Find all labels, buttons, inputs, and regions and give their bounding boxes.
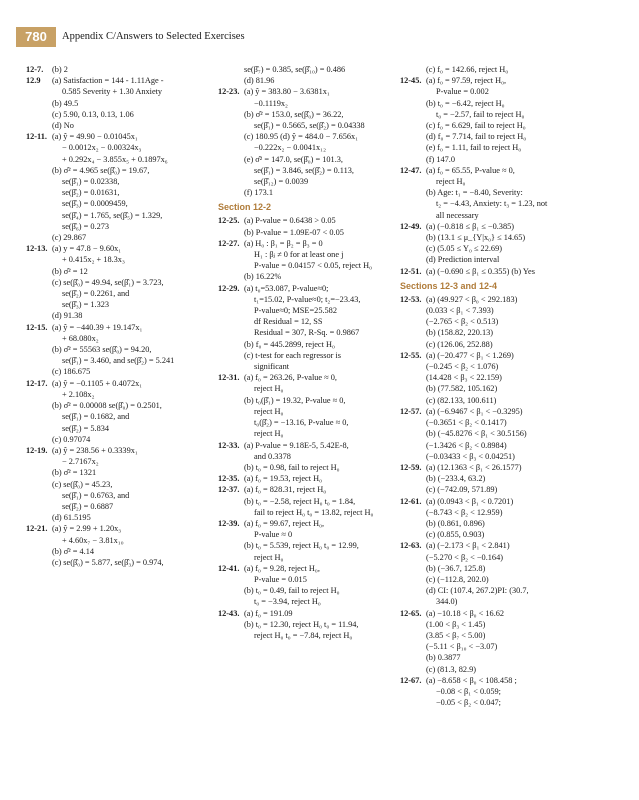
answer-entry <box>26 75 218 131</box>
answer-line: (d) 91.38 <box>52 311 83 321</box>
answer-line: reject H₀ <box>254 552 284 562</box>
exercise-number: 12-39. <box>218 518 240 528</box>
answer-line: Residual = 307, R-Sq. = 0.9867 <box>254 328 360 338</box>
answer-line: (−8.743 < β₂ < 12.959) <box>426 507 503 517</box>
answer-line: (a) H₀ : β₁ = β₂ = β₃ = 0 <box>244 238 323 248</box>
exercise-number: 12-13. <box>26 244 48 254</box>
answer-entry <box>218 473 402 484</box>
answer-line: (a) f₀ = 97.59, reject H₀, <box>426 76 507 86</box>
answer-line: (b) (77.582, 105.162) <box>426 384 498 394</box>
answer-line: fail to reject H₀ t₀ = 13.82, reject H₀ <box>254 507 374 517</box>
answer-line: se(β̂₃) = 1.323 <box>62 300 110 310</box>
answer-entry <box>400 64 622 75</box>
answer-line: all necessary <box>436 210 479 220</box>
answer-line: −0.05 < β₂ < 0.047; <box>436 698 501 708</box>
answer-line: 0.585 Severity + 1.30 Anxiety <box>62 87 163 97</box>
exercise-number: 12-47. <box>400 165 422 175</box>
answer-line: (d) No <box>52 121 74 131</box>
answer-entry <box>26 243 218 321</box>
exercise-number: 12-23. <box>218 87 240 97</box>
answer-line: (b) σ̂² = 153.0, se(β̂₀) = 36.22, <box>244 109 344 119</box>
answer-entry <box>218 563 402 608</box>
answer-line: (c) (5.05 ≤ Y₀ ≤ 22.69) <box>426 244 502 254</box>
exercise-number: 12-51. <box>400 266 422 276</box>
answer-line: (a) (12.1363 < β₁ < 26.1577) <box>426 462 522 472</box>
answer-line: (a) Satisfaction = 144 - 1.11Age - <box>52 76 164 86</box>
answer-line: − 0.0012x₂ − 0.00324x₃ <box>62 143 142 153</box>
answer-line: + 0.292x₄ − 3.855x₅ + 0.1897x₆ <box>62 154 168 164</box>
answer-line: (b) σ̂² = 12 <box>52 266 88 276</box>
exercise-number: 12-29. <box>218 283 240 293</box>
answer-line: (b) (13.1 ≤ μ_{Y|x₀} ≤ 14.65) <box>426 233 526 243</box>
answer-line: (−0.03433 < β₃ < 0.04251) <box>426 451 515 461</box>
answer-line: (c) f₀ = 6.629, fail to reject H₀ <box>426 121 526 131</box>
answer-line: (e) σ̂² = 147.0, se(β̂₀) = 101.3, <box>244 154 344 164</box>
answer-line: (b) 49.5 <box>52 98 79 108</box>
answer-line: (a) f₀ = 828.31, reject H₀ <box>244 485 327 495</box>
exercise-number: 12-27. <box>218 238 240 248</box>
answer-line: (b) 16.22% <box>244 272 282 282</box>
answer-line: (a) ŷ = 2.99 + 1.20x₃ <box>52 524 122 534</box>
answer-line: (a) ŷ = −440.39 + 19.147x₁ <box>52 322 143 332</box>
answer-entry <box>218 608 402 642</box>
answer-entry <box>26 64 218 75</box>
answer-line: (a) f₀ = 9.28, reject H₀, <box>244 563 320 573</box>
answer-line: (c) 0.97074 <box>52 434 91 444</box>
exercise-number: 12-63. <box>400 541 422 551</box>
answer-line: (−0.3651 < β₂ < 0.1417) <box>426 418 507 428</box>
exercise-number: 12-67. <box>400 675 422 685</box>
exercise-number: 12-53. <box>400 294 422 304</box>
answer-line: (a) P-value = 9.18E-5, 5.42E-8, <box>244 440 349 450</box>
answer-line: (a) ŷ = 238.56 + 0.3339x₁ <box>52 445 138 455</box>
answer-line: (d) 61.5195 <box>52 513 91 523</box>
answer-line: (b) (0.861, 0.896) <box>426 518 485 528</box>
answer-line: (b) Age: t₁ = −8.40, Severity: <box>426 188 523 198</box>
answer-line: (b) (−233.4, 63.2) <box>426 474 486 484</box>
answer-line: (b) σ̂² = 1321 <box>52 468 97 478</box>
answer-line: (a) (−0.818 ≤ β₁ ≤ −0.385) <box>426 221 515 231</box>
answer-line: reject H₀ <box>254 384 284 394</box>
answer-entry <box>218 484 402 518</box>
answer-line: (a) ŷ = −0.1105 + 0.4072x₁ <box>52 378 143 388</box>
answer-line: + 0.415x₂ + 18.3x₃ <box>62 255 125 265</box>
answer-line: reject H₀ <box>436 177 466 187</box>
answer-line: (b) σ̂² = 55563 se(β̂₀) = 94.20, <box>52 345 152 355</box>
answer-line: se(β̂₁) = 0.1682, and <box>62 412 130 422</box>
page-header <box>16 27 626 47</box>
answer-line: (a) (49.927 < β₀ < 292.183) <box>426 294 518 304</box>
answer-line: (−5.270 < β₂ < −0.164) <box>426 552 503 562</box>
answer-line: (a) f₀ = 263.26, P-value ≈ 0, <box>244 373 337 383</box>
answer-entry <box>400 496 622 541</box>
page-number: 780 <box>16 27 56 47</box>
answer-line: (c) f₀ = 142.66, reject H₀ <box>426 65 509 74</box>
answer-line: (b) t₀ = 5.539, reject H₀ t₀ = 12.99, <box>244 541 359 551</box>
answer-line: (c) 180.95 (d) ŷ = 484.0 − 7.656x₁ <box>244 132 359 142</box>
answer-line: 344.0) <box>436 597 458 607</box>
section-heading: Section 12-2 <box>218 202 272 213</box>
answer-line: (d) Prediction interval <box>426 255 500 265</box>
answer-line: t₁=15.02, P-value≈0; t₂=−23.43, <box>254 294 361 304</box>
exercise-number: 12-37. <box>218 485 240 495</box>
answer-line: (c) (−112.8, 202.0) <box>426 574 489 584</box>
answer-line: (b) P-value = 1.09E-07 < 0.05 <box>244 227 344 237</box>
answer-line: reject H₀ <box>254 406 284 416</box>
exercise-number: 12-11. <box>26 132 47 142</box>
answer-line: se(β̂₃) = 0.0009459, <box>62 199 128 209</box>
answer-line: (a) t₀=53.087, P-value≈0; <box>244 283 329 293</box>
answer-line: (c) 29.867 <box>52 233 87 243</box>
answer-line: (b) σ̂² = 4.965 se(β̂₀) = 19.67, <box>52 165 150 175</box>
answer-line: (d) f₀ = 7.714, fail to reject H₀ <box>426 132 527 142</box>
answer-line: se(β̂₂) = 0.6887 <box>62 501 114 511</box>
answer-line: (a) f₀ = 99.67, reject H₀, <box>244 518 325 528</box>
answer-entry <box>400 294 622 350</box>
answer-line: (c) se(β̂₀) = 5.877, se(β̂₃) = 0.974, <box>52 557 164 567</box>
answer-line: (b) (−36.7, 125.8) <box>426 563 486 573</box>
answer-line: (0.033 < β₁ < 7.393) <box>426 306 494 316</box>
answer-line: se(β̂₄) = 1.765, se(β̂₅) = 1.329, <box>62 210 163 220</box>
exercise-number: 12-49. <box>400 221 422 231</box>
answer-line: se(β̂₆) = 0.273 <box>62 221 110 231</box>
answer-line: (a) −10.18 < β₀ < 16.62 <box>426 608 505 618</box>
answer-line: se(β̂₂) = 0.2261, and <box>62 289 130 299</box>
answer-line: se(β̂₂) = 0.01631, <box>62 188 120 198</box>
answer-line: (f) 147.0 <box>426 154 456 164</box>
answer-entry <box>26 322 218 378</box>
answer-line: (a) f₀ = 191.09 <box>244 608 293 618</box>
answer-line: P-value ≈ 0 <box>254 530 293 540</box>
answer-column-middle <box>218 64 402 641</box>
answer-line: −0.222x₂ − 0.0041x₁₂ <box>254 143 326 153</box>
answer-line: (c) 186.675 <box>52 367 91 377</box>
answer-line: (b) t₀ = 0.49, fail to reject H₀ <box>244 586 340 596</box>
answer-entry <box>400 675 622 709</box>
answer-line: t₀ = −3.94, reject H₀ <box>254 597 321 607</box>
answer-entry <box>400 462 622 496</box>
exercise-number: 12-25. <box>218 216 240 226</box>
answer-entry <box>26 445 218 523</box>
exercise-number: 12-43. <box>218 608 240 618</box>
answer-entry <box>218 215 402 237</box>
answer-column-left <box>26 64 218 568</box>
answer-line: se(β̂₁₂) = 0.0039 <box>254 177 309 187</box>
answer-entry <box>218 440 402 474</box>
answer-line: −0.1119x₂ <box>254 98 288 108</box>
answer-line: (a) (−2.173 < β₁ < 2.841) <box>426 541 510 551</box>
exercise-number: 12-15. <box>26 322 48 332</box>
answer-entry <box>26 378 218 445</box>
answer-line: (b) t₀ = −2.58, reject H₀ t₀ = 1.84, <box>244 496 356 506</box>
answer-entry <box>400 540 622 607</box>
answer-line: t₀ = −2.57, fail to reject H₀ <box>436 109 525 119</box>
exercise-number: 12-33. <box>218 440 240 450</box>
answer-column-right <box>400 64 622 708</box>
exercise-number: 12-65. <box>400 608 422 618</box>
exercise-number: 12-61. <box>400 496 422 506</box>
answer-line: P-value = 0.04157 < 0.05, reject H₀ <box>254 261 373 271</box>
answer-line: −0.08 < β₁ < 0.059; <box>436 686 501 696</box>
running-head: Appendix C/Answers to Selected Exercises <box>62 31 245 42</box>
answer-line: (a) ŷ = 49.90 − 0.01045x₁ <box>52 132 138 142</box>
exercise-number: 12-41. <box>218 563 240 573</box>
answer-entry <box>400 406 622 462</box>
answer-line: (b) σ̂² = 4.14 <box>52 546 95 556</box>
answer-line: se(β̂₇) = 0.385, se(β̂₁₀) = 0.486 <box>244 65 346 74</box>
answer-line: (b) 0.3877 <box>426 653 461 663</box>
answer-line: (c) (0.855, 0.903) <box>426 530 485 540</box>
answer-entry <box>400 75 622 165</box>
answer-line: (d) CI: (107.4, 267.2)PI: (30.7, <box>426 586 529 596</box>
answer-line: (b) t₀(β̂₁) = 19.32, P-value ≈ 0, <box>244 395 346 405</box>
answer-entry <box>218 86 402 198</box>
answer-line: (c) (−742.09, 571.89) <box>426 485 498 495</box>
answer-line: (c) (126.06, 252.88) <box>426 339 493 349</box>
answer-line: (b) (158.82, 220.13) <box>426 328 494 338</box>
answer-line: P-value = 0.015 <box>254 574 307 584</box>
exercise-number: 12-31. <box>218 373 240 383</box>
answer-line: (b) (−45.8276 < β₁ < 30.5156) <box>426 429 527 439</box>
answer-entry <box>218 64 402 86</box>
answer-line: (c) (81.3, 82.9) <box>426 664 476 674</box>
answer-line: (c) (82.133, 100.611) <box>426 395 497 405</box>
answer-line: (c) se(β̂₀) = 49.94, se(β̂₁) = 3.723, <box>52 277 164 287</box>
answer-line: t₀(β̂₂) = −13.16, P-value ≈ 0, <box>254 418 349 428</box>
answer-line: P-value≈0; MSE=25.582 <box>254 306 337 316</box>
answer-line: + 2.108x₂ <box>62 389 95 399</box>
answer-entry <box>218 238 402 283</box>
answer-entry <box>400 266 622 277</box>
answer-line: (−2.765 < β₂ < 0.513) <box>426 317 499 327</box>
answer-line: (b) t₀ = 12.30, reject H₀ t₀ = 11.94, <box>244 619 359 629</box>
answer-line: (c) se(β̂₀) = 45.23, <box>52 479 113 489</box>
answer-line: reject H₀ <box>254 429 284 439</box>
exercise-number: 12-35. <box>218 474 240 484</box>
answer-line: (3.85 < β₇ < 5.00) <box>426 630 486 640</box>
answer-line: (b) σ̂² = 0.00008 se(β̂₀) = 0.2501, <box>52 401 162 411</box>
exercise-number: 12-17. <box>26 378 48 388</box>
answer-line: (c) t-test for each regressor is <box>244 350 341 360</box>
exercise-number: 12-19. <box>26 445 48 455</box>
answer-line: (b) t₀ = 0.98, fail to reject H₀ <box>244 462 340 472</box>
answer-line: + 4.60x₇ − 3.81x₁₀ <box>62 535 124 545</box>
answer-line: (a) f₀ = 65.55, P-value ≈ 0, <box>426 165 515 175</box>
answer-line: se(β̂₁) = 3.460, and se(β̂₂) = 5.241 <box>62 356 175 366</box>
answer-line: se(β̂₁) = 0.5665, se(β̂₂) = 0.04338 <box>254 121 365 131</box>
answer-line: df Residual = 12, SS <box>254 317 323 327</box>
answer-line: significant <box>254 362 290 372</box>
answer-line: (a) P-value = 0.6438 > 0.05 <box>244 216 336 226</box>
exercise-number: 12-55. <box>400 350 422 360</box>
answer-line: (a) (−0.690 ≤ β₁ ≤ 0.355) (b) Yes <box>426 266 535 276</box>
exercise-number: 12-59. <box>400 462 422 472</box>
answer-line: (a) ŷ = 383.80 − 3.6381x₁ <box>244 87 330 97</box>
answer-line: se(β̂₁) = 3.846, se(β̂₂) = 0.113, <box>254 165 355 175</box>
answer-line: (1.00 < β₃ < 1.45) <box>426 619 486 629</box>
answer-entry <box>400 165 622 221</box>
answer-line: + 68.080x₂ <box>62 333 99 343</box>
answer-line: (a) (0.0943 < β₁ < 0.7201) <box>426 496 514 506</box>
answer-entry <box>400 608 622 675</box>
answer-line: (f) 173.1 <box>244 188 274 198</box>
answer-entry <box>400 221 622 266</box>
answer-entry <box>400 350 622 406</box>
answer-line: (a) (−20.477 < β₁ < 1.269) <box>426 350 514 360</box>
answer-line: t₂ = −4.43, Anxiety: t₃ = 1.23, not <box>436 199 548 209</box>
exercise-number: 12-7. <box>26 65 44 74</box>
answer-line: H₁ : βⱼ ≠ 0 for at least one j <box>254 250 344 260</box>
answer-entry <box>218 283 402 373</box>
answer-line: (b) 2 <box>52 65 68 74</box>
answer-line: se(β̂₂) = 5.834 <box>62 423 110 433</box>
answer-line: (−5.11 < β₁₀ < −3.07) <box>426 642 498 652</box>
answer-entry <box>26 523 218 568</box>
answer-entry <box>26 131 218 243</box>
answer-line: (b) f₀ = 445.2899, reject H₀ <box>244 339 335 349</box>
exercise-number: 12-21. <box>26 524 48 534</box>
section-heading: Sections 12-3 and 12-4 <box>400 280 498 291</box>
answer-line: − 2.7167x₂ <box>62 457 99 467</box>
answer-line: se(β̂₁) = 0.6763, and <box>62 490 130 500</box>
answer-line: (e) f₀ = 1.11, fail to reject H₀ <box>426 143 522 153</box>
answer-line: se(β̂₁) = 0.02338, <box>62 177 120 187</box>
answer-entry <box>218 518 402 563</box>
answer-line: (−1.3426 < β₂ < 0.8984) <box>426 440 507 450</box>
exercise-number: 12-45. <box>400 76 422 86</box>
answer-line: and 0.3378 <box>254 451 291 461</box>
answer-line: (a) y = 47.8 − 9.60x₁ <box>52 244 122 254</box>
answer-line: (a) (−6.9467 < β₁ < −0.3295) <box>426 406 523 416</box>
answer-line: (d) 81.96 <box>244 76 275 86</box>
answer-line: (−0.245 < β₂ < 1.076) <box>426 362 499 372</box>
answer-line: reject H₀ t₀ = −7.84, reject H₀ <box>254 630 353 640</box>
answer-entry <box>218 372 402 439</box>
exercise-number: 12-57. <box>400 406 422 416</box>
answer-line: P-value = 0.002 <box>436 87 489 97</box>
exercise-number: 12.9 <box>26 76 41 86</box>
answer-line: (a) −8.658 < β₀ < 108.458 ; <box>426 675 517 685</box>
answer-line: (a) f₀ = 19.53, reject H₀ <box>244 474 322 484</box>
answer-line: (b) t₀ = −6.42, reject H₀ <box>426 98 505 108</box>
answer-line: (14.428 < β₃ < 22.159) <box>426 373 502 383</box>
answer-line: (c) 5.90, 0.13, 0.13, 1.06 <box>52 109 134 119</box>
